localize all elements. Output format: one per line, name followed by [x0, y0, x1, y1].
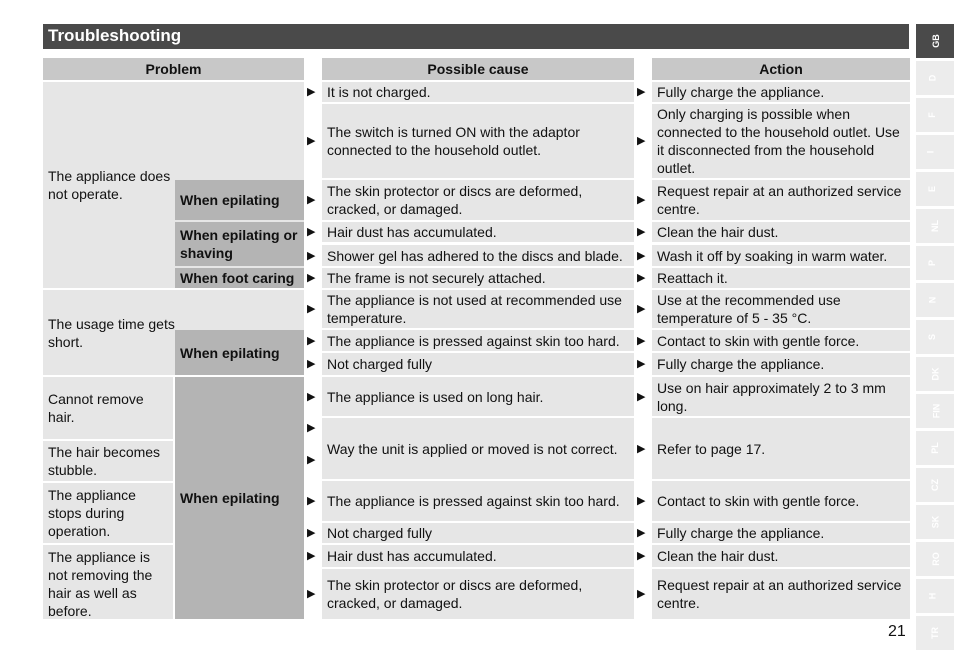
- header-action: Action: [652, 58, 910, 80]
- language-tab-label: FIN: [931, 403, 942, 419]
- cause-cell: The appliance is used on long hair.: [322, 377, 634, 416]
- bullet-arrow-icon: ▶: [307, 495, 316, 507]
- language-tab-label: CZ: [930, 479, 940, 491]
- cause-cell: The appliance is pressed against skin too hard.: [322, 481, 634, 521]
- language-tab-label: DK: [930, 367, 941, 381]
- language-tab-e[interactable]: [916, 172, 954, 206]
- language-tab-label: E: [927, 185, 938, 193]
- condition-label: When epilating: [180, 192, 280, 208]
- language-tab-label: S: [927, 333, 938, 341]
- language-tab-h[interactable]: [916, 579, 954, 613]
- bullet-arrow-icon: ▶: [637, 550, 646, 562]
- bullet-arrow-icon: ▶: [637, 588, 646, 600]
- bullet-arrow-icon: ▶: [637, 390, 646, 403]
- bullet-arrow-icon: ▶: [307, 390, 316, 403]
- cause-cell: Not charged fully: [322, 523, 634, 543]
- problem-text-5: The appliance stops during operation.: [48, 487, 136, 539]
- action-cell: Request repair at an authorized service centre.: [652, 569, 910, 619]
- problem-cell-4: [43, 441, 173, 481]
- bullet-arrow-icon: ▶: [307, 226, 316, 238]
- cause-cell: Hair dust has accumulated.: [322, 222, 634, 242]
- language-tab-tr[interactable]: [916, 616, 954, 650]
- cause-cell: Hair dust has accumulated.: [322, 545, 634, 567]
- language-tab-pl[interactable]: [916, 431, 954, 465]
- problem-text-1: The appliance does not operate.: [48, 168, 171, 202]
- language-tab-label: SK: [930, 515, 941, 529]
- language-tab-dk[interactable]: [916, 357, 954, 391]
- language-tab-p[interactable]: [916, 246, 954, 280]
- language-tab-label: I: [925, 150, 936, 154]
- cause-cell: The skin protector or discs are deformed, cracked, or damaged.: [322, 569, 634, 619]
- bullet-arrow-icon: ▶: [307, 588, 316, 600]
- bullet-arrow-icon: ▶: [637, 249, 646, 262]
- action-cell: Use on hair approximately 2 to 3 mm long.: [652, 377, 910, 416]
- language-tab-gb[interactable]: [916, 24, 954, 58]
- cause-cell: Way the unit is applied or moved is not correct.: [322, 418, 634, 479]
- action-cell: Only charging is possible when connected to the household outlet. Use it disconnected from the household outlet.: [652, 104, 910, 178]
- action-cell: Wash it off by soaking in warm water.: [652, 245, 910, 266]
- action-cell: Use at the recommended use temperature of 5 - 35 °C.: [652, 290, 910, 328]
- condition-when-foot-caring: [175, 268, 304, 288]
- bullet-arrow-icon: ▶: [307, 303, 316, 315]
- condition-when-epilating-3: [175, 377, 304, 619]
- problem-cell-3: [43, 377, 173, 439]
- cause-cell: Not charged fully: [322, 353, 634, 375]
- cause-cell: The frame is not securely attached.: [322, 268, 634, 288]
- cause-cell: It is not charged.: [322, 82, 634, 102]
- action-cell: Contact to skin with gentle force.: [652, 330, 910, 351]
- bullet-arrow-icon: ▶: [307, 422, 316, 434]
- problem-text-4: The hair becomes stubble.: [48, 444, 161, 478]
- action-cell: Clean the hair dust.: [652, 222, 910, 242]
- action-cell: Fully charge the appliance.: [652, 523, 910, 543]
- language-tab-label: NL: [930, 220, 940, 232]
- language-tab-nl[interactable]: [916, 209, 954, 243]
- language-tab-label: N: [927, 296, 938, 304]
- language-tab-label: D: [927, 74, 938, 82]
- header-problem: Problem: [43, 58, 304, 80]
- action-cell: Clean the hair dust.: [652, 545, 910, 567]
- bullet-arrow-icon: ▶: [307, 334, 316, 347]
- bullet-arrow-icon: ▶: [637, 272, 646, 284]
- language-tab-s[interactable]: [916, 320, 954, 354]
- section-title-bar: [43, 24, 909, 49]
- action-cell: Refer to page 17.: [652, 418, 910, 479]
- page-number: 21: [888, 623, 906, 640]
- language-tab-cz[interactable]: [916, 468, 954, 502]
- action-cell: Fully charge the appliance.: [652, 82, 910, 102]
- language-tab-label: TR: [930, 627, 940, 639]
- cause-cell: The skin protector or discs are deformed, cracked, or damaged.: [322, 180, 634, 220]
- bullet-arrow-icon: ▶: [637, 495, 646, 507]
- language-tab-i[interactable]: [916, 135, 954, 169]
- condition-label: When foot caring: [180, 270, 295, 286]
- action-cell: Request repair at an authorized service centre.: [652, 180, 910, 220]
- bullet-arrow-icon: ▶: [637, 86, 646, 98]
- bullet-arrow-icon: ▶: [637, 527, 646, 539]
- action-cell: Contact to skin with gentle force.: [652, 481, 910, 521]
- bullet-arrow-icon: ▶: [637, 226, 646, 238]
- action-cell: Fully charge the appliance.: [652, 353, 910, 375]
- bullet-arrow-icon: ▶: [637, 442, 646, 455]
- cause-cell: Shower gel has adhered to the discs and blade.: [322, 245, 634, 266]
- bullet-arrow-icon: ▶: [307, 194, 316, 206]
- language-tab-sk[interactable]: [916, 505, 954, 539]
- condition-label: When epilating or shaving: [180, 227, 298, 261]
- bullet-arrow-icon: ▶: [637, 135, 646, 147]
- language-tab-label: RO: [930, 552, 941, 566]
- bullet-arrow-icon: ▶: [307, 550, 316, 562]
- problem-cell-5: [43, 483, 173, 543]
- language-tab-label: F: [926, 112, 937, 118]
- bullet-arrow-icon: ▶: [307, 453, 316, 466]
- bullet-arrow-icon: ▶: [307, 358, 316, 370]
- condition-label: When epilating: [180, 344, 280, 361]
- bullet-arrow-icon: ▶: [637, 303, 646, 315]
- bullet-arrow-icon: ▶: [637, 358, 646, 370]
- bullet-arrow-icon: ▶: [307, 272, 316, 284]
- bullet-arrow-icon: ▶: [307, 86, 316, 98]
- problem-text-3: Cannot remove hair.: [48, 391, 144, 425]
- problem-text-6: The appliance is not removing the hair as well as before.: [48, 549, 153, 619]
- language-tab-label: H: [927, 592, 938, 600]
- bullet-arrow-icon: ▶: [307, 135, 316, 147]
- action-cell: Reattach it.: [652, 268, 910, 288]
- language-tab-n[interactable]: [916, 283, 954, 317]
- bullet-arrow-icon: ▶: [637, 334, 646, 347]
- language-tab-fin[interactable]: [916, 394, 954, 428]
- language-tab-label: PL: [929, 442, 940, 454]
- section-title: Troubleshooting: [48, 26, 182, 45]
- condition-when-epilating-1: [175, 180, 304, 220]
- language-tab-f[interactable]: [916, 98, 954, 132]
- bullet-arrow-icon: ▶: [307, 527, 316, 539]
- language-tab-ro[interactable]: [916, 542, 954, 576]
- cause-cell: The appliance is not used at recommended use temperature.: [322, 290, 634, 328]
- problem-text-2: The usage time gets short.: [48, 316, 175, 350]
- language-tab-d[interactable]: [916, 61, 954, 95]
- condition-when-epilating-2: [175, 330, 304, 375]
- condition-label: When epilating: [180, 490, 280, 506]
- bullet-arrow-icon: ▶: [307, 249, 316, 262]
- bullet-arrow-icon: ▶: [637, 194, 646, 206]
- language-tab-label: P: [927, 259, 938, 267]
- cause-cell: The appliance is pressed against skin too hard.: [322, 330, 634, 351]
- cause-cell: The switch is turned ON with the adaptor connected to the household outlet.: [322, 104, 634, 178]
- language-tab-label: GB: [930, 34, 941, 48]
- problem-cell-6: [43, 545, 173, 619]
- header-cause: Possible cause: [322, 58, 634, 80]
- condition-when-epilating-or-shaving: [175, 222, 304, 266]
